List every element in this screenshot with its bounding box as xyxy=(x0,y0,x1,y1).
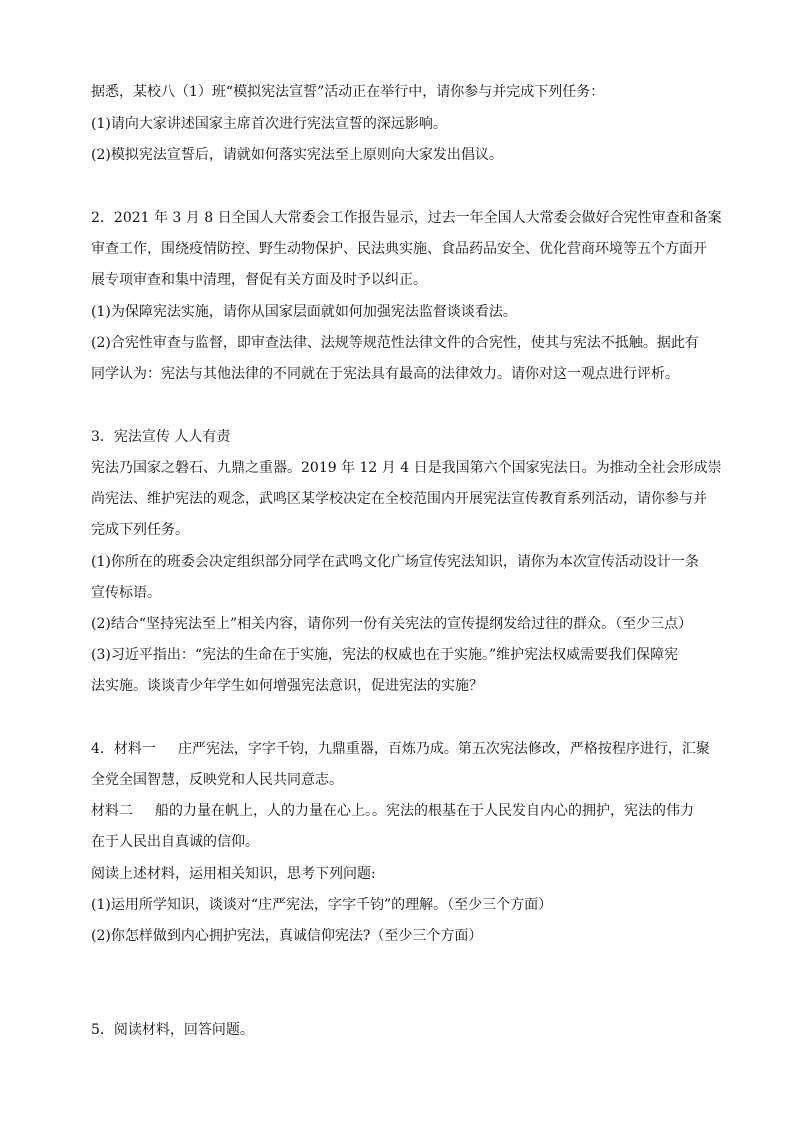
q2-stem-line-2: 审查工作，围绕疫情防控、野生动物保护、民法典实施、食品药品安全、优化营商环境等五个方面开 xyxy=(91,241,707,257)
q4-material-1-text: 庄严宪法，字字千钧，九鼎重器，百炼乃成。第五次宪法修改，严格按程序进行，汇聚 xyxy=(177,741,710,757)
q4-material-1-label: 4．材料一 xyxy=(91,741,156,757)
q2-stem-line-3: 展专项审查和集中清理，督促有关方面及时予以纠正。 xyxy=(91,272,427,288)
q3-subquestion-3-line-1: (3)习近平指出：“宪法的生命在于实施，宪法的权威也在于实施。”维护宪法权威需要我们保障宪 xyxy=(91,647,679,663)
q3-stem-line-2: 尚宪法、维护宪法的观念，武鸣区某学校决定在全校范围内开展宪法宣传教育系列活动，请你参与并 xyxy=(91,491,707,507)
q4-prompt: 阅读上述材料，运用相关知识，思考下列问题: xyxy=(91,866,376,882)
q4-subquestion-1: (1)运用所学知识，谈谈对“庄严宪法，字字千钧”的理解。（至少三个方面） xyxy=(91,897,553,913)
q4-material-2-line-2: 在于人民出自真诚的信仰。 xyxy=(91,834,259,850)
q2-subquestion-1: (1)为保障宪法实施，请你从国家层面就如何加强宪法监督谈谈看法。 xyxy=(91,304,517,320)
q3-stem-line-3: 完成下列任务。 xyxy=(91,522,189,538)
q2-subquestion-2-line-2: 同学认为：宪法与其他法律的不同就在于宪法具有最高的法律效力。请你对这一观点进行评析。 xyxy=(91,366,679,382)
intro-line: 据悉，某校八（1）班“模拟宪法宣誓”活动正在举行中，请你参与并完成下列任务： xyxy=(91,84,605,100)
q3-stem-line-1: 宪法乃国家之磐石、九鼎之重器。2019 年 12 月 4 日是我国第六个国家宪法日。为推动全社会形成崇 xyxy=(91,460,722,476)
q4-material-2-text: 船的力量在帆上，人的力量在心上。。宪法的根基在于人民发自内心的拥护，宪法的伟力 xyxy=(155,803,694,819)
q3-subquestion-2: (2)结合“坚持宪法至上”相关内容，请你列一份有关宪法的宣传提纲发给过往的群众。（至少三点） xyxy=(91,616,693,632)
q2-subquestion-2-line-1: (2)合宪性审查与监督，即审查法律、法规等规范性法律文件的合宪性，使其与宪法不抵触。据此有 xyxy=(91,335,699,351)
q4-subquestion-2: (2)你怎样做到内心拥护宪法，真诚信仰宪法?（至少三个方面） xyxy=(91,928,483,944)
q3-title: 3．宪法宣传 人人有责 xyxy=(91,429,231,445)
q4-material-1-line-1 xyxy=(91,739,710,759)
q3-subquestion-3-line-2: 法实施。谈谈青少年学生如何增强宪法意识，促进宪法的实施？ xyxy=(91,678,483,694)
q4-material-2-label: 材料二 xyxy=(91,803,133,819)
q3-subquestion-1-line-1: (1)你所在的班委会决定组织部分同学在武鸣文化广场宣传宪法知识，请你为本次宣传活动设计一条 xyxy=(91,554,699,570)
intro-subquestion-1: (1)请向大家讲述国家主席首次进行宪法宣誓的深远影响。 xyxy=(91,116,447,132)
q5-title: 5．阅读材料，回答问题。 xyxy=(91,1022,254,1038)
q4-material-1-line-2: 全党全国智慧，反映党和人民共同意志。 xyxy=(91,772,343,788)
q2-stem-line-1: 2．2021 年 3 月 8 日全国人大常委会工作报告显示，过去一年全国人大常委会做好合宪性审查和备案 xyxy=(91,210,722,226)
intro-subquestion-2: (2)模拟宪法宣誓后，请就如何落实宪法至上原则向大家发出倡议。 xyxy=(91,147,503,163)
q4-material-2-line-1 xyxy=(91,801,694,821)
q3-subquestion-1-line-2: 宣传标语。 xyxy=(91,585,161,601)
